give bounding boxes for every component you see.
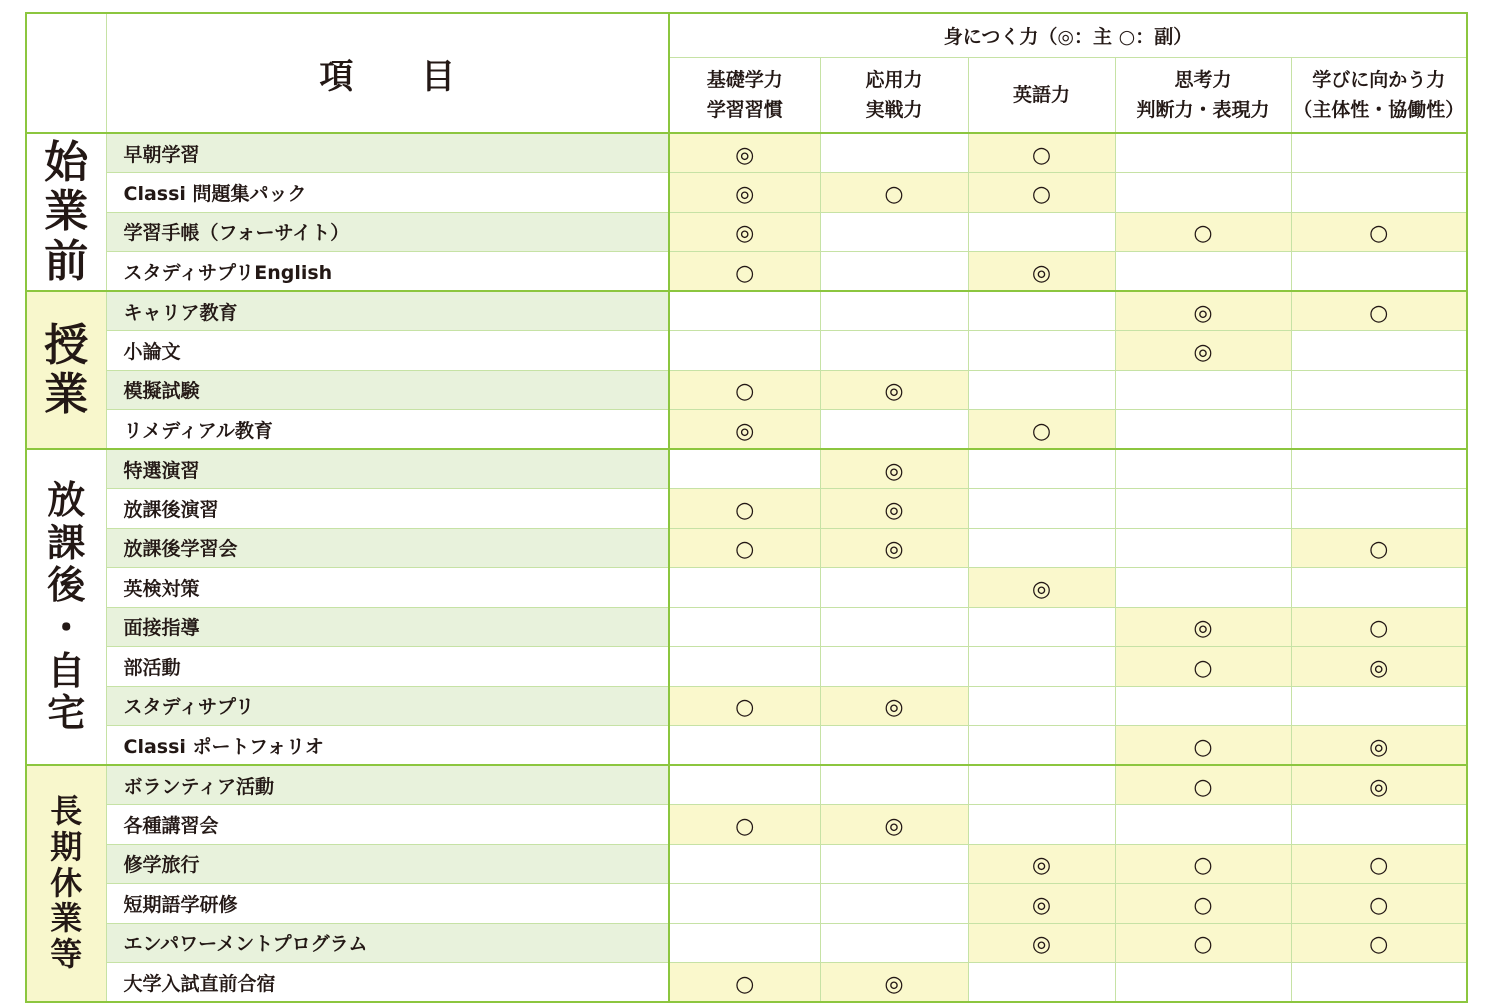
table-row	[26, 252, 1467, 292]
section-label-char: 放	[47, 478, 86, 523]
section-label	[26, 449, 106, 765]
mark-cell	[669, 291, 820, 331]
double-circle-mark: ◎	[1031, 853, 1052, 879]
table-row	[26, 528, 1467, 568]
mark-cell	[1115, 686, 1291, 726]
circle-mark: ○	[1031, 142, 1052, 168]
mark-cell	[1115, 528, 1291, 568]
item-name: エンパワーメントプログラム	[106, 923, 669, 963]
skill-header-line: 英語力	[1012, 83, 1070, 106]
skill-header-4	[1115, 57, 1291, 133]
table-row	[26, 805, 1467, 845]
section-label-char: 自	[47, 648, 86, 693]
skill-header-line: （主体性・協働性）	[1293, 98, 1465, 121]
mark-cell	[669, 686, 820, 726]
item-name: 各種講習会	[106, 805, 669, 845]
mark-cell	[1291, 528, 1467, 568]
section-label-char: 始	[44, 137, 89, 189]
mark-cell	[1291, 647, 1467, 687]
circle-mark: ○	[735, 260, 755, 286]
double-circle-mark: ◎	[1369, 774, 1389, 800]
skill-header-2	[820, 57, 968, 133]
section-label-char: 宅	[47, 691, 86, 736]
mark-cell	[968, 923, 1115, 963]
mark-cell	[669, 410, 820, 450]
mark-cell	[1291, 331, 1467, 371]
item-name: スタディサプリ	[106, 686, 669, 726]
item-name: キャリア教育	[106, 291, 669, 331]
mark-cell	[1291, 805, 1467, 845]
mark-cell	[1291, 686, 1467, 726]
circle-mark: ○	[1369, 300, 1389, 326]
table-row	[26, 923, 1467, 963]
mark-cell	[968, 765, 1115, 805]
mark-cell	[669, 173, 820, 213]
mark-cell	[669, 607, 820, 647]
mark-cell	[669, 805, 820, 845]
table-row	[26, 607, 1467, 647]
mark-cell	[1291, 173, 1467, 213]
section-label-char: 業	[44, 369, 89, 420]
item-name: リメディアル教育	[106, 410, 669, 450]
mark-cell	[1291, 568, 1467, 608]
mark-cell	[1291, 765, 1467, 805]
mark-cell	[820, 252, 968, 292]
section-label-char: 業	[50, 899, 83, 938]
mark-cell	[1291, 291, 1467, 331]
circle-mark: ○	[1369, 616, 1389, 642]
mark-cell	[1115, 410, 1291, 450]
mark-cell	[669, 923, 820, 963]
mark-cell	[820, 410, 968, 450]
table-row	[26, 370, 1467, 410]
circle-mark: ○	[735, 379, 755, 405]
item-name: 放課後学習会	[106, 528, 669, 568]
mark-cell	[968, 726, 1115, 766]
mark-cell	[669, 884, 820, 924]
mark-cell	[820, 291, 968, 331]
mark-cell	[1115, 805, 1291, 845]
double-circle-mark: ◎	[884, 458, 904, 484]
skill-header-line: 学びに向かう力	[1312, 68, 1446, 91]
section-label-char: 休	[50, 863, 83, 902]
mark-cell	[1115, 331, 1291, 371]
mark-cell	[968, 252, 1115, 292]
circle-mark: ○	[1369, 853, 1389, 879]
mark-cell	[820, 173, 968, 213]
mark-cell	[820, 212, 968, 252]
mark-cell	[820, 686, 968, 726]
skill-header-line: 思考力	[1174, 68, 1232, 91]
item-name: 学習手帳（フォーサイト）	[106, 212, 669, 252]
mark-cell	[968, 884, 1115, 924]
skills-matrix-table	[25, 12, 1468, 1003]
skill-header-line: 実戦力	[865, 98, 923, 121]
mark-cell	[820, 370, 968, 410]
mark-cell	[1291, 726, 1467, 766]
mark-cell	[669, 647, 820, 687]
mark-cell	[820, 923, 968, 963]
circle-mark: ○	[1193, 774, 1213, 800]
table-row	[26, 686, 1467, 726]
mark-cell	[820, 647, 968, 687]
mark-cell	[968, 133, 1115, 173]
mark-cell	[1291, 212, 1467, 252]
mark-cell	[1115, 212, 1291, 252]
mark-cell	[1291, 607, 1467, 647]
mark-cell	[1291, 923, 1467, 963]
item-name: 修学旅行	[106, 844, 669, 884]
mark-cell	[968, 963, 1115, 1003]
item-name: 特選演習	[106, 449, 669, 489]
mark-cell	[820, 568, 968, 608]
mark-cell	[968, 449, 1115, 489]
circle-mark: ○	[1369, 892, 1389, 918]
circle-mark: ○	[1193, 892, 1213, 918]
double-circle-mark: ◎	[884, 379, 904, 405]
table-row	[26, 765, 1467, 805]
mark-cell	[1291, 449, 1467, 489]
mark-cell	[968, 568, 1115, 608]
item-name: 面接指導	[106, 607, 669, 647]
table-row	[26, 410, 1467, 450]
mark-cell	[820, 805, 968, 845]
circle-mark: ○	[884, 181, 904, 207]
mark-cell	[1115, 923, 1291, 963]
mark-cell	[820, 884, 968, 924]
mark-cell	[820, 528, 968, 568]
mark-cell	[968, 291, 1115, 331]
circle-mark: ○	[735, 813, 755, 839]
mark-cell	[968, 528, 1115, 568]
mark-cell	[669, 449, 820, 489]
mark-cell	[669, 252, 820, 292]
mark-cell	[968, 489, 1115, 529]
mark-cell	[968, 686, 1115, 726]
mark-cell	[820, 844, 968, 884]
double-circle-mark: ◎	[1193, 339, 1213, 365]
mark-cell	[669, 331, 820, 371]
section-label-char: 後	[47, 563, 86, 608]
double-circle-mark: ◎	[1031, 932, 1052, 958]
section-label-char: 等	[50, 935, 83, 974]
double-circle-mark: ◎	[1031, 576, 1052, 602]
circle-mark: ○	[735, 971, 755, 997]
double-circle-mark: ◎	[735, 221, 755, 247]
mark-cell	[669, 568, 820, 608]
table-row	[26, 173, 1467, 213]
circle-mark: ○	[1193, 932, 1213, 958]
mark-cell	[669, 726, 820, 766]
mark-cell	[669, 528, 820, 568]
skill-header-line: 応用力	[865, 68, 923, 91]
mark-cell	[820, 331, 968, 371]
item-name: スタディサプリEnglish	[106, 252, 669, 292]
mark-cell	[820, 765, 968, 805]
double-circle-mark: ◎	[1193, 300, 1213, 326]
double-circle-mark: ◎	[1369, 734, 1389, 760]
double-circle-mark: ◎	[735, 142, 755, 168]
mark-cell	[1291, 489, 1467, 529]
circle-mark: ○	[735, 695, 755, 721]
double-circle-mark: ◎	[1193, 616, 1213, 642]
mark-cell	[820, 489, 968, 529]
skill-header-5	[1291, 57, 1467, 133]
mark-cell	[968, 647, 1115, 687]
mark-cell	[669, 963, 820, 1003]
section-label	[26, 133, 106, 291]
mark-cell	[1115, 133, 1291, 173]
section-label-char: 前	[44, 235, 89, 287]
circle-mark: ○	[735, 497, 755, 523]
items-header: 項 目	[106, 13, 669, 133]
table-row	[26, 844, 1467, 884]
mark-cell	[1291, 844, 1467, 884]
mark-cell	[968, 805, 1115, 845]
mark-cell	[1115, 173, 1291, 213]
mark-cell	[1115, 291, 1291, 331]
mark-cell	[1291, 133, 1467, 173]
circle-mark: ○	[1193, 655, 1213, 681]
mark-cell	[1291, 884, 1467, 924]
mark-cell	[820, 726, 968, 766]
double-circle-mark: ◎	[1031, 892, 1052, 918]
legend-header: 身につく力（◎：主 ○：副）	[669, 13, 1467, 57]
mark-cell	[968, 607, 1115, 647]
table-row	[26, 331, 1467, 371]
corner-cell	[26, 13, 106, 133]
double-circle-mark: ◎	[735, 418, 755, 444]
table-row	[26, 963, 1467, 1003]
mark-cell	[1115, 726, 1291, 766]
circle-mark: ○	[1193, 221, 1213, 247]
double-circle-mark: ◎	[884, 695, 904, 721]
mark-cell	[1291, 410, 1467, 450]
skill-header-line: 学習習慣	[706, 98, 783, 121]
mark-cell	[669, 489, 820, 529]
skill-header-1	[669, 57, 820, 133]
double-circle-mark: ◎	[735, 181, 755, 207]
mark-cell	[669, 844, 820, 884]
mark-cell	[820, 449, 968, 489]
table-row	[26, 133, 1467, 173]
mark-cell	[1115, 252, 1291, 292]
skill-header-3	[968, 57, 1115, 133]
mark-cell	[669, 212, 820, 252]
table-row	[26, 449, 1467, 489]
circle-mark: ○	[1031, 418, 1052, 444]
double-circle-mark: ◎	[884, 971, 904, 997]
table-row	[26, 884, 1467, 924]
section-label-char: ・	[47, 606, 86, 650]
mark-cell	[968, 844, 1115, 884]
mark-cell	[820, 963, 968, 1003]
mark-cell	[968, 212, 1115, 252]
double-circle-mark: ◎	[884, 537, 904, 563]
mark-cell	[1115, 370, 1291, 410]
mark-cell	[820, 607, 968, 647]
section-label-char: 長	[50, 791, 83, 830]
mark-cell	[968, 173, 1115, 213]
mark-cell	[1115, 765, 1291, 805]
section-label-char: 業	[44, 186, 89, 238]
mark-cell	[1115, 568, 1291, 608]
item-name: 小論文	[106, 331, 669, 371]
mark-cell	[1115, 607, 1291, 647]
mark-cell	[1115, 884, 1291, 924]
mark-cell	[1291, 370, 1467, 410]
mark-cell	[820, 133, 968, 173]
section-label-char: 授	[44, 319, 89, 371]
table-row	[26, 568, 1467, 608]
mark-cell	[968, 370, 1115, 410]
mark-cell	[1115, 489, 1291, 529]
double-circle-mark: ◎	[884, 813, 904, 839]
mark-cell	[1115, 647, 1291, 687]
circle-mark: ○	[1369, 932, 1389, 958]
double-circle-mark: ◎	[1369, 655, 1389, 681]
mark-cell	[1115, 963, 1291, 1003]
section-label-char: 期	[50, 827, 83, 866]
section-label	[26, 291, 106, 449]
mark-cell	[968, 410, 1115, 450]
mark-cell	[1291, 252, 1467, 292]
section-label	[26, 765, 106, 1002]
circle-mark: ○	[1369, 537, 1389, 563]
item-name: 模擬試験	[106, 370, 669, 410]
mark-cell	[669, 133, 820, 173]
circle-mark: ○	[1031, 181, 1052, 207]
section-label-char: 課	[47, 520, 86, 565]
double-circle-mark: ◎	[884, 497, 904, 523]
circle-mark: ○	[1369, 221, 1389, 247]
item-name: ボランティア活動	[106, 765, 669, 805]
table-row	[26, 291, 1467, 331]
mark-cell	[968, 331, 1115, 371]
circle-mark: ○	[735, 537, 755, 563]
item-name: 部活動	[106, 647, 669, 687]
item-name: 短期語学研修	[106, 884, 669, 924]
circle-mark: ○	[1193, 853, 1213, 879]
mark-cell	[669, 765, 820, 805]
item-name: Classi ポートフォリオ	[106, 726, 669, 766]
item-name: 早朝学習	[106, 133, 669, 173]
table-row	[26, 212, 1467, 252]
table-row	[26, 726, 1467, 766]
item-name: 英検対策	[106, 568, 669, 608]
mark-cell	[1115, 449, 1291, 489]
item-name: 大学入試直前合宿	[106, 963, 669, 1003]
mark-cell	[669, 370, 820, 410]
table-row	[26, 489, 1467, 529]
table-row	[26, 647, 1467, 687]
skill-header-line: 判断力・表現力	[1136, 98, 1270, 121]
item-name: 放課後演習	[106, 489, 669, 529]
double-circle-mark: ◎	[1031, 260, 1052, 286]
skill-header-line: 基礎学力	[706, 68, 783, 91]
item-name: Classi 問題集パック	[106, 173, 669, 213]
mark-cell	[1115, 844, 1291, 884]
circle-mark: ○	[1193, 734, 1213, 760]
mark-cell	[1291, 963, 1467, 1003]
